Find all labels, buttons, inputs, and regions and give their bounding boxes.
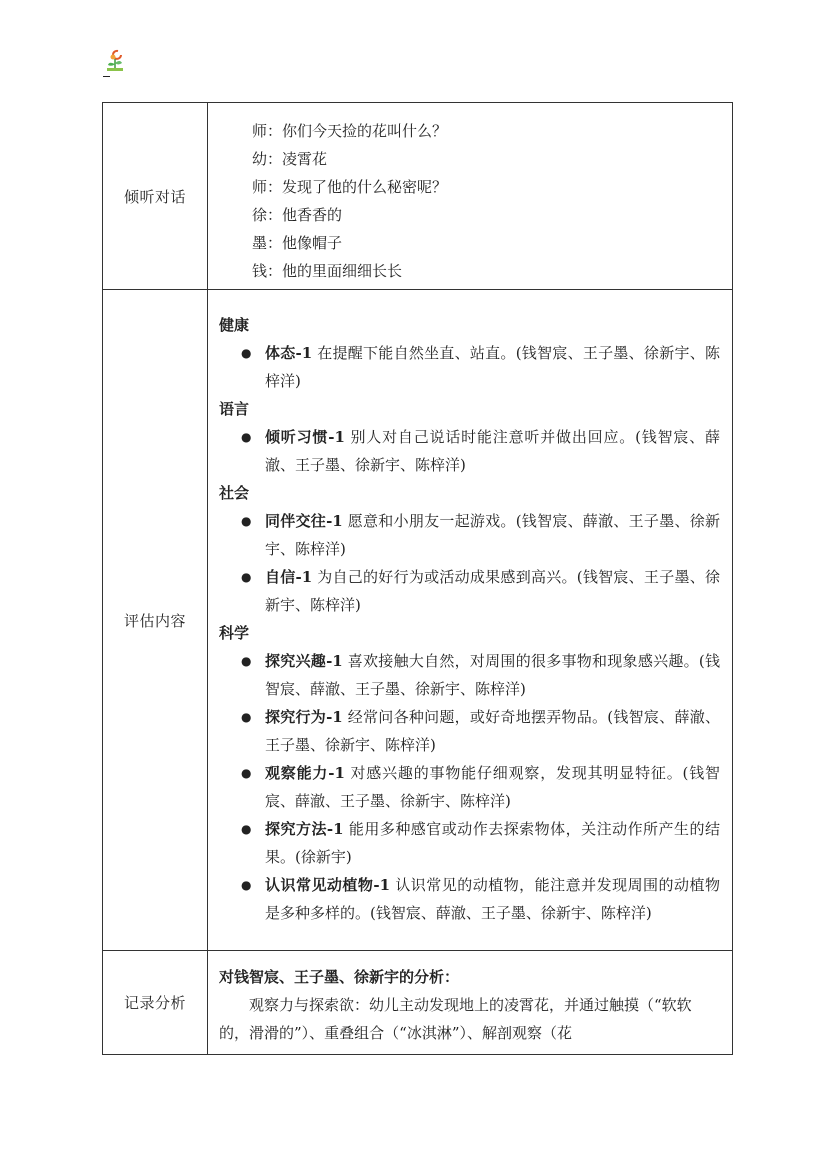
bullet-icon: ●: [241, 346, 252, 360]
bullet-icon: ●: [241, 514, 252, 528]
category-heading: 语言: [219, 400, 250, 418]
evaluation-item: [219, 423, 720, 479]
item-text: [265, 423, 720, 479]
evaluation-item: [219, 815, 720, 871]
bullet-icon: ●: [241, 878, 252, 892]
dialogue-lines: [208, 107, 732, 285]
item-key: 倾听习惯-1: [265, 428, 345, 446]
item-text: [265, 339, 720, 395]
bullet-icon: ●: [241, 570, 252, 584]
item-key: 自信-1: [265, 568, 313, 586]
item-key: 体态-1: [265, 344, 313, 362]
analysis-content: [208, 951, 732, 1047]
evaluation-label: 评估内容: [103, 290, 208, 951]
bullet-icon: ●: [241, 766, 252, 780]
item-description: 喜欢接触大自然，对周围的很多事物和现象感兴趣。(钱智宸、薛澈、王子墨、徐新宇、陈梓洋): [265, 652, 720, 698]
item-key: 探究行为-1: [265, 708, 343, 726]
analysis-row: [103, 951, 733, 1055]
dialogue-line: 钱：他的里面细细长长: [252, 262, 403, 280]
analysis-cell: [208, 951, 733, 1055]
item-description: 为自己的好行为或活动成果感到高兴。(钱智宸、王子墨、徐新宇、陈梓洋): [265, 568, 720, 614]
kindergarten-flower-logo-icon: [104, 49, 126, 73]
dialogue-row: [103, 103, 733, 290]
category-heading: 科学: [219, 624, 250, 642]
evaluation-content: [208, 301, 732, 939]
category-heading: 社会: [219, 484, 250, 502]
evaluation-item: [219, 647, 720, 703]
evaluation-item: [219, 871, 720, 927]
item-key: 探究兴趣-1: [265, 652, 343, 670]
item-description: 别人对自己说话时能注意听并做出回应。(钱智宸、薛澈、王子墨、徐新宇、陈梓洋): [265, 428, 721, 474]
dialogue-line: 师：发现了他的什么秘密呢？: [252, 178, 448, 196]
item-key: 探究方法-1: [265, 820, 344, 838]
dialogue-line: 师：你们今天捡的花叫什么？: [252, 122, 448, 140]
item-text: [265, 647, 720, 703]
item-key: 观察能力-1: [265, 764, 345, 782]
item-text: [265, 871, 720, 927]
evaluation-item: [219, 703, 720, 759]
item-text: [265, 507, 720, 563]
bullet-icon: ●: [241, 822, 252, 836]
dialogue-line: 幼：凌霄花: [252, 150, 328, 168]
bullet-icon: ●: [241, 430, 252, 444]
item-description: 认识常见的动植物，能注意并发现周围的动植物是多种多样的。(钱智宸、薛澈、王子墨、徐新宇、陈梓洋): [265, 876, 720, 922]
item-text: [265, 815, 720, 871]
dialogue-line: 墨：他像帽子: [252, 234, 343, 252]
item-key: 同伴交往-1: [265, 512, 343, 530]
item-text: [265, 563, 720, 619]
item-key: 认识常见动植物-1: [265, 876, 391, 894]
category-heading: 健康: [219, 316, 250, 334]
header-rule: [103, 76, 110, 77]
evaluation-item: [219, 563, 720, 619]
dialogue-label: 倾听对话: [103, 103, 208, 290]
item-description: 愿意和小朋友一起游戏。(钱智宸、薛澈、王子墨、徐新宇、陈梓洋): [265, 512, 720, 558]
bullet-icon: ●: [241, 654, 252, 668]
item-description: 在提醒下能自然坐直、站直。(钱智宸、王子墨、徐新宇、陈梓洋): [265, 344, 720, 390]
record-table: [102, 102, 733, 1055]
evaluation-item: [219, 339, 720, 395]
evaluation-item: [219, 507, 720, 563]
bullet-icon: ●: [241, 710, 252, 724]
item-description: 能用多种感官或动作去探索物体，关注动作所产生的结果。(徐新宇): [265, 820, 720, 866]
item-description: 对感兴趣的事物能仔细观察，发现其明显特征。(钱智宸、薛澈、王子墨、徐新宇、陈梓洋): [265, 764, 721, 810]
dialogue-cell: [208, 103, 733, 290]
evaluation-item: [219, 759, 720, 815]
analysis-label: 记录分析: [103, 951, 208, 1055]
analysis-paragraph: 观察力与探索欲：幼儿主动发现地上的凌霄花，并通过触摸（“软软的，滑滑的”）、重叠组合（“冰淇淋”）、解剖观察（花: [219, 996, 692, 1042]
item-description: 经常问各种问题，或好奇地摆弄物品。(钱智宸、薛澈、王子墨、徐新宇、陈梓洋): [265, 708, 720, 754]
analysis-heading: 对钱智宸、王子墨、徐新宇的分析：: [219, 968, 460, 986]
item-text: [265, 703, 720, 759]
evaluation-row: [103, 290, 733, 951]
dialogue-line: 徐：他香香的: [252, 206, 343, 224]
item-text: [265, 759, 720, 815]
evaluation-cell: [208, 290, 733, 951]
